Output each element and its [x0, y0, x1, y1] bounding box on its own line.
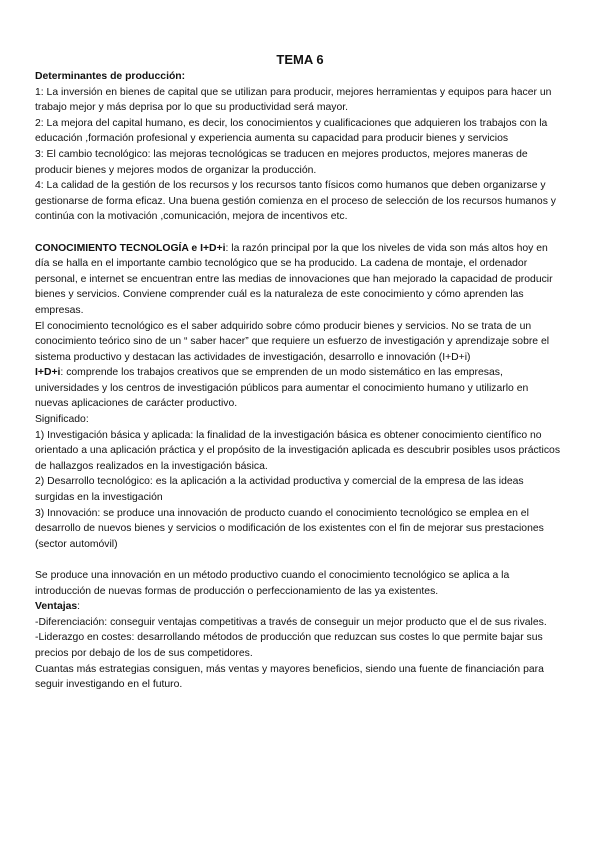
ventaja-item-1: -Diferenciación: conseguir ventajas competitivas a través de conseguir un mejor producto que el de sus rivales. — [35, 616, 547, 628]
ventajas-conclusion: Cuantas más estrategias consiguen, más ventas y mayores beneficios, siendo una fuente de financiación para seguir investigando en el futuro. — [35, 663, 544, 691]
idi-label: I+D+i — [35, 367, 61, 379]
metodo-paragraph: Se produce una innovación en un método productivo cuando el conocimiento tecnológico se aplica a la introducción de nuevas formas de producción o perfeccionamiento de las ya existentes. — [35, 570, 510, 597]
section-gap — [35, 552, 563, 568]
page-title: TEMA 6 — [276, 52, 324, 67]
significado-label: Significado: — [35, 414, 89, 426]
conocimiento-paragraph — [35, 241, 563, 319]
significado-item-3: 3) Innovación: se produce una innovación de producto cuando el conocimiento tecnológico se emplea en el desarrollo de nuevos bienes y servicios o modificación de los existentes con el fin de mejorar sus prestaciones (sector automóvil) — [35, 507, 544, 550]
determinante-item-2: 2: La mejora del capital humano, es decir, los conocimientos y cualificaciones que adquieren los trabajos con la educación ,formación profesional y experiencia aumenta su capacidad para producir bienes y servicios — [35, 117, 548, 145]
ventaja-item-2: -Liderazgo en costes: desarrollando métodos de producción que reduzcan sus costes lo que permite bajar sus precios por debajo de los de sus competidores. — [35, 632, 543, 659]
significado-item-2: 2) Desarrollo tecnológico: es la aplicación a la actividad productiva y comercial de la empresa de las ideas surgidas en la investigación — [35, 476, 524, 504]
significado-item-1: 1) Investigación básica y aplicada: la finalidad de la investigación básica es obtener conocimiento científico no orientado a una aplicación práctica y el propósito de la investigación aplicada es descubrir posibles usos prácticos de hallazgos realizados en la investigación básica. — [35, 429, 561, 472]
document-body — [35, 69, 563, 693]
idi-text: : comprende los trabajos creativos que se emprenden de un modo sistemático en las empresas, universidades y los centros de investigación públicos para aumentar el conocimiento humano y utilizarlo en nuevas aplicaciones de carácter productivo. — [35, 367, 529, 410]
idi-paragraph — [35, 365, 563, 412]
determinante-item-1: 1: La inversión en bienes de capital que se utilizan para producir, mejores herramientas y equipos para hacer un trabajo mejor y más deprisa por lo que su productividad será mayor. — [35, 86, 552, 114]
determinante-item-3: 3: El cambio tecnológico: las mejoras tecnológicas se traducen en mejores productos, mejores maneras de producir bienes y mejores modos de organizar la producción. — [35, 148, 528, 176]
section-gap — [35, 225, 563, 241]
ventajas-colon: : — [77, 601, 81, 613]
ventajas-heading-line — [35, 599, 563, 615]
saber-paragraph: El conocimiento tecnológico es el saber adquirido sobre cómo producir bienes y servicios. No se trata de un conocimiento teórico sino de un “ saber hacer” que requiere un esfuerzo de investigación y aprendizaje sobre el sistema productivo y destacan las actividades de investigación, desarrollo e innovación (I+D+i) — [35, 320, 550, 363]
ventajas-heading: Ventajas — [35, 601, 78, 613]
determinante-item-4: 4: La calidad de la gestión de los recursos y los recursos tanto físicos como humanos que deben organizarse y gestionarse de forma eficaz. Una buena gestión comienza en el proceso de selección de los recursos humanos y continúa con la motivación ,comunicación, mejora de incentivos etc. — [35, 180, 556, 223]
determinantes-heading: Determinantes de producción: — [35, 71, 186, 82]
conocimiento-heading: CONOCIMIENTO TECNOLOGÍA e I+D+i — [35, 242, 226, 254]
conocimiento-intro: : la razón principal por la que los niveles de vida son más altos hoy en día se halla en el importante cambio tecnológico que se ha producido. La cadena de montaje, el ordenador personal, e internet se encuentran entre las medias de innovaciones que han mejorado la capacidad de producir bienes y servicios. Conviene comprender cuál es la naturaleza de este conocimiento y cómo aprenden las empresas. — [35, 242, 553, 316]
